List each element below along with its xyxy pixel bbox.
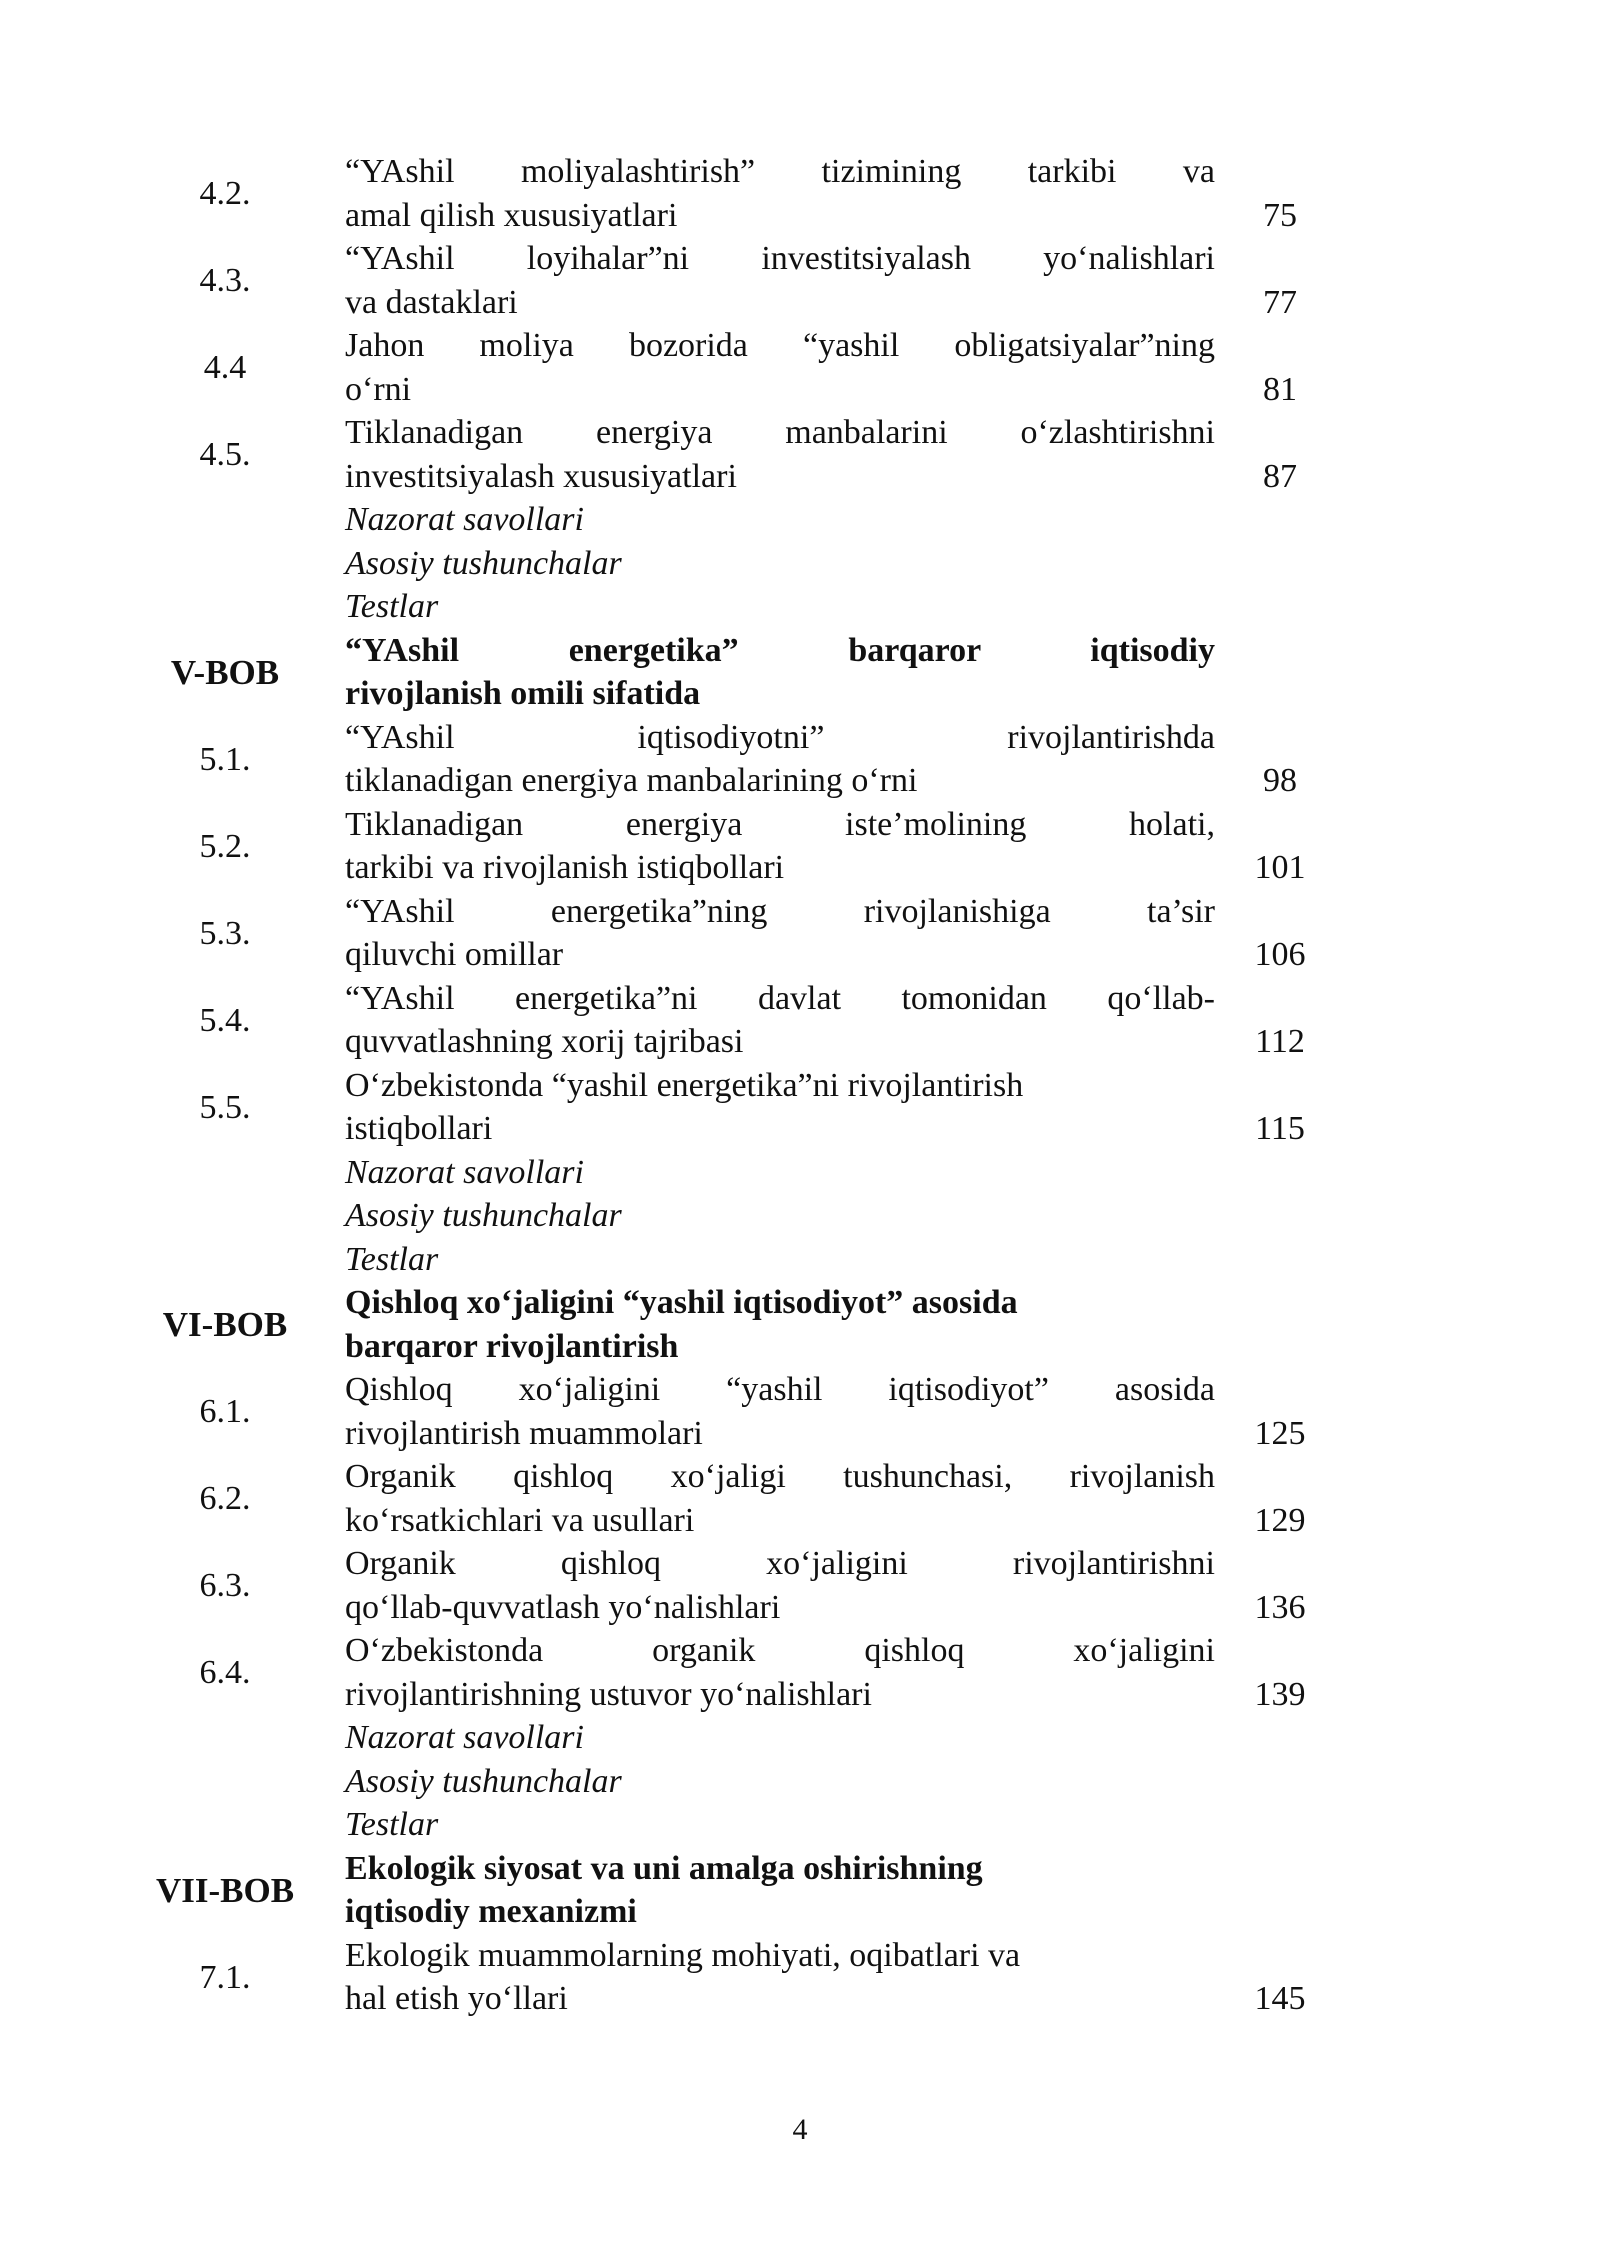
section-title-line1: “YAshil energetika”ni davlat tomonidan qo‘llab- — [345, 979, 1215, 1017]
section-title-line2: qo‘llab-quvvatlash yo‘nalishlari — [345, 1588, 781, 1626]
tests: Testlar — [345, 1806, 439, 1843]
section-title — [345, 411, 1215, 498]
section-number: 5.2. — [199, 827, 251, 865]
section-number: 5.3. — [199, 914, 251, 952]
toc-entry — [0, 150, 1600, 237]
section-title-line2: quvvatlashning xorij tajribasi — [345, 1023, 744, 1060]
section-number: 4.3. — [199, 262, 251, 299]
page-number: 101 — [1254, 849, 1306, 886]
chapter-number: VI-BOB — [162, 1305, 288, 1344]
section-number: 5.5. — [199, 1088, 251, 1126]
section-title — [345, 324, 1215, 411]
chapter-number: V-BOB — [170, 652, 280, 692]
page-number: 81 — [1263, 370, 1297, 408]
toc-chapter — [0, 629, 1600, 716]
section-number: 5.1. — [199, 740, 251, 778]
key-concepts: Asosiy tushunchalar — [345, 1762, 622, 1800]
toc-chapter — [0, 1847, 1600, 1934]
section-title-line2: hal etish yo‘llari — [345, 1980, 568, 2017]
section-title — [345, 803, 1215, 890]
section-title — [345, 1629, 1215, 1716]
section-title — [345, 1542, 1215, 1629]
toc-extra — [0, 1716, 1600, 1760]
section-title-line1: Organik qishloq xo‘jaligi tushunchasi, rivojlanish — [345, 1458, 1215, 1495]
key-concepts: Asosiy tushunchalar — [345, 544, 622, 582]
section-title-line1: “YAshil energetika”ning rivojlanishiga ta’sir — [345, 892, 1215, 930]
page-number: 136 — [1254, 1588, 1306, 1626]
section-title — [345, 237, 1215, 324]
section-title-line2: tiklanadigan energiya manbalarining o‘rni — [345, 762, 918, 799]
section-title-line1: Tiklanadigan energiya manbalarini o‘zlashtirishni — [345, 414, 1215, 451]
toc-entry — [0, 1368, 1600, 1455]
section-title-line1: Organik qishloq xo‘jaligini rivojlantirishni — [345, 1545, 1215, 1582]
section-title-line2: o‘rni — [345, 370, 412, 408]
toc-entry — [0, 1542, 1600, 1629]
chapter-title-line1: “YAshil energetika” barqaror iqtisodiy — [345, 631, 1215, 669]
toc-entry — [0, 1455, 1600, 1542]
section-title-line1: Qishloq xo‘jaligini “yashil iqtisodiyot” asosida — [345, 1371, 1215, 1408]
toc-entry — [0, 977, 1600, 1064]
control-questions: Nazorat savollari — [345, 501, 584, 538]
section-number: 6.2. — [199, 1480, 251, 1517]
section-title — [345, 890, 1215, 977]
section-number: 4.4 — [203, 349, 247, 386]
section-title-line1: O‘zbekistonda “yashil energetika”ni rivojlantirish — [345, 1066, 1024, 1104]
section-title — [345, 1064, 1215, 1151]
toc-extra — [0, 1238, 1600, 1282]
page-number: 87 — [1263, 457, 1297, 495]
page-number: 125 — [1254, 1414, 1306, 1452]
section-title-line2: va dastaklari — [345, 283, 518, 321]
section-title-line2: rivojlantirishning ustuvor yo‘nalishlari — [345, 1675, 872, 1713]
section-title-line1: O‘zbekistonda organik qishloq xo‘jaligini — [345, 1632, 1215, 1669]
section-title-line1: “YAshil loyihalar”ni investitsiyalash yo‘nalishlari — [345, 240, 1215, 277]
tests: Testlar — [345, 1240, 439, 1278]
section-number: 5.4. — [199, 1001, 251, 1039]
chapter-title — [345, 1281, 1215, 1368]
page-number: 139 — [1254, 1675, 1306, 1713]
page-number: 129 — [1254, 1501, 1306, 1539]
toc-extra — [0, 498, 1600, 542]
toc-entry — [0, 237, 1600, 324]
section-title-line2: rivojlantirish muammolari — [345, 1414, 703, 1452]
section-number: 6.1. — [199, 1393, 251, 1430]
section-title-line2: ko‘rsatkichlari va usullari — [345, 1501, 695, 1539]
section-title-line2: investitsiyalash xususiyatlari — [345, 457, 737, 495]
section-title — [345, 716, 1215, 803]
section-number: 4.5. — [199, 436, 251, 473]
section-title-line1: Ekologik muammolarning mohiyati, oqibatlari va — [345, 1936, 1021, 1974]
toc-entry — [0, 890, 1600, 977]
page-number: 112 — [1255, 1023, 1305, 1060]
toc-extra — [0, 1760, 1600, 1804]
page-number: 115 — [1255, 1110, 1305, 1147]
chapter-title-line2: iqtisodiy mexanizmi — [345, 1893, 637, 1930]
section-title — [345, 1455, 1215, 1542]
chapter-title-line2: barqaror rivojlantirish — [345, 1327, 679, 1365]
toc-entry — [0, 716, 1600, 803]
toc-entry — [0, 1629, 1600, 1716]
section-title-line1: “YAshil iqtisodiyotni” rivojlantirishda — [345, 718, 1215, 756]
section-number: 6.4. — [199, 1654, 251, 1691]
page-number: 106 — [1254, 936, 1306, 973]
chapter-title-line1: Ekologik siyosat va uni amalga oshirishning — [345, 1849, 983, 1887]
section-title-line2: qiluvchi omillar — [345, 936, 564, 973]
chapter-title — [345, 629, 1215, 716]
section-number: 7.1. — [199, 1958, 251, 1996]
toc-extra — [0, 1803, 1600, 1847]
section-title — [345, 150, 1215, 237]
key-concepts: Asosiy tushunchalar — [345, 1197, 622, 1234]
chapter-title — [345, 1847, 1215, 1934]
toc-entry — [0, 803, 1600, 890]
page-number: 145 — [1254, 1980, 1306, 2017]
section-number: 4.2. — [199, 175, 251, 212]
section-title-line2: istiqbollari — [345, 1110, 493, 1147]
section-title — [345, 977, 1215, 1064]
toc-entry — [0, 1934, 1600, 2021]
toc-extra — [0, 542, 1600, 586]
section-number: 6.3. — [199, 1567, 251, 1604]
control-questions: Nazorat savollari — [345, 1153, 584, 1191]
section-title — [345, 1368, 1215, 1455]
page-number: 75 — [1263, 196, 1297, 234]
toc-entry — [0, 324, 1600, 411]
chapter-title-line2: rivojlanish omili sifatida — [345, 675, 701, 712]
section-title-line2: amal qilish xususiyatlari — [345, 196, 678, 234]
page-number: 77 — [1263, 283, 1297, 321]
toc-extra — [0, 1151, 1600, 1195]
section-title-line2: tarkibi va rivojlanish istiqbollari — [345, 849, 785, 886]
toc-entry — [0, 1064, 1600, 1151]
toc-extra — [0, 1194, 1600, 1238]
control-questions: Nazorat savollari — [345, 1719, 584, 1756]
footer-page-number: 4 — [792, 2113, 808, 2146]
section-title — [345, 1934, 1215, 2021]
section-title-line1: Jahon moliya bozorida “yashil obligatsiyalar”ning — [345, 327, 1215, 364]
chapter-number: VII-BOB — [155, 1870, 295, 1910]
section-title-line1: “YAshil moliyalashtirish” tizimining tarkibi va — [345, 153, 1215, 190]
toc-extra — [0, 585, 1600, 629]
section-title-line1: Tiklanadigan energiya iste’molining holati, — [345, 805, 1215, 843]
page-number: 98 — [1263, 762, 1297, 799]
tests: Testlar — [345, 588, 439, 625]
chapter-title-line1: Qishloq xo‘jaligini “yashil iqtisodiyot” asosida — [345, 1284, 1018, 1321]
table-of-contents — [0, 150, 1600, 2021]
toc-entry — [0, 411, 1600, 498]
toc-chapter — [0, 1281, 1600, 1368]
